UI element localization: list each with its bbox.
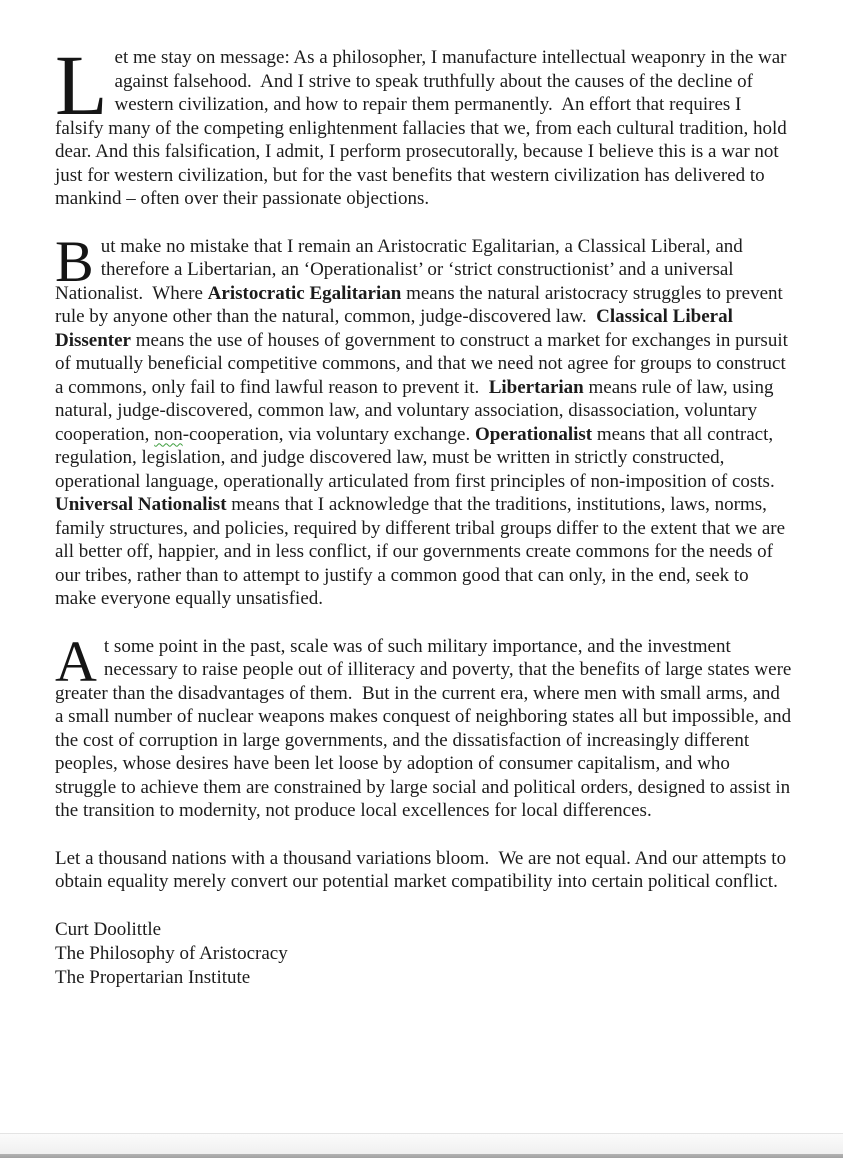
signature-line: Curt Doolittle [55,918,162,940]
text-run: et me stay on message: As a philosopher, I manufacture intellectual weaponry in the war against falsehood. And I strive to speak truthfully about the causes of the decline of western civilization, and how to repair them permanently. An effort that requires I falsify many of the competing enlightenment fallacies that we, from each cultural tradition, hold dear. And this falsification, I admit, I perform prosecutorally, because I believe this is a war not just for western civilization, but for the vast benefits that western civilization has delivered to mankind – often over their passionate objections. [55,47,792,209]
bold-term: Operationalist [474,423,593,445]
text-run: means the use of houses of government to construct a market for exchanges in pursuit of mutually beneficial competitive commons, and that we need not agree for groups to construct a commons, only fail to find lawful reason to prevent it. [55,329,793,398]
text-run: means rule of law, using natural, judge-discovered, common law, and voluntary association, disassociation, voluntary cooperation, [55,376,779,445]
paragraph [55,628,797,823]
window-bottom-bar [0,1133,843,1158]
paragraph [55,228,793,611]
document-body [55,37,797,990]
text-run: -cooperation, via voluntary exchange. [182,423,475,445]
drop-cap: B [55,228,94,294]
text-run: means that all contract, regulation, legislation, and judge discovered law, must be written in strictly constructed, operational language, operationally articulated from first principles of non-imposition of costs. [55,423,785,492]
signature-block [55,918,792,990]
signature-line: The Propertarian Institute [55,966,251,988]
bold-term: Classical Liberal Dissenter [55,306,738,351]
drop-cap: A [55,628,97,694]
text-run: t some point in the past, scale was of such military importance, and the investment necessary to raise people out of illiteracy and poverty, that the benefits of large states were greater than the disadvantages of them. But in the current era, where men with small arms, and a small number of nuclear weapons makes conquest of neighboring states all but impossible, and the cost of corruption in large governments, and the dissatisfaction of increasingly different peoples, whose desires have been let loose by adoption of consumer capitalism, and who struggle to achieve them are constrained by large social and political orders, designed to assist in the transition to modernity, not produce local excellences for local differences. [55,635,797,821]
horizontal-scrollbar-track[interactable] [0,1133,843,1154]
signature-line: The Philosophy of Aristocracy [55,942,288,964]
paragraph [55,847,792,894]
text-run: ut make no mistake that I remain an Aristocratic Egalitarian, a Classical Liberal, and therefore a Libertarian, an ‘Operationalist’ or ‘strict constructionist’ and a universal Nationalist. Where [55,235,748,304]
window-bottom-edge [0,1154,843,1158]
text-run: means that I acknowledge that the traditions, institutions, laws, norms, family structures, and policies, required by different tribal groups differ to the extent that we are all better off, happier, and in less conflict, if our governments create commons for the needs of our tribes, rather than to attempt to justify a common good that can only, in the end, seek to make everyone equally unsatisfied. [55,494,790,609]
bold-term: Aristocratic Egalitarian [207,282,402,304]
text-run: means the natural aristocracy struggles to prevent rule by anyone other than the natural, common, judge-discovered law. [55,282,788,327]
bold-term: Libertarian [488,376,584,398]
bold-term: Universal Nationalist [55,494,227,515]
drop-cap: L [55,37,108,133]
text-run: Let a thousand nations with a thousand variations bloom. We are not equal. And our attempts to obtain equality merely convert our potential market compatibility into certain political conflict. [55,847,791,892]
spellcheck-flagged-word: non [154,423,183,445]
paragraph [55,37,792,211]
